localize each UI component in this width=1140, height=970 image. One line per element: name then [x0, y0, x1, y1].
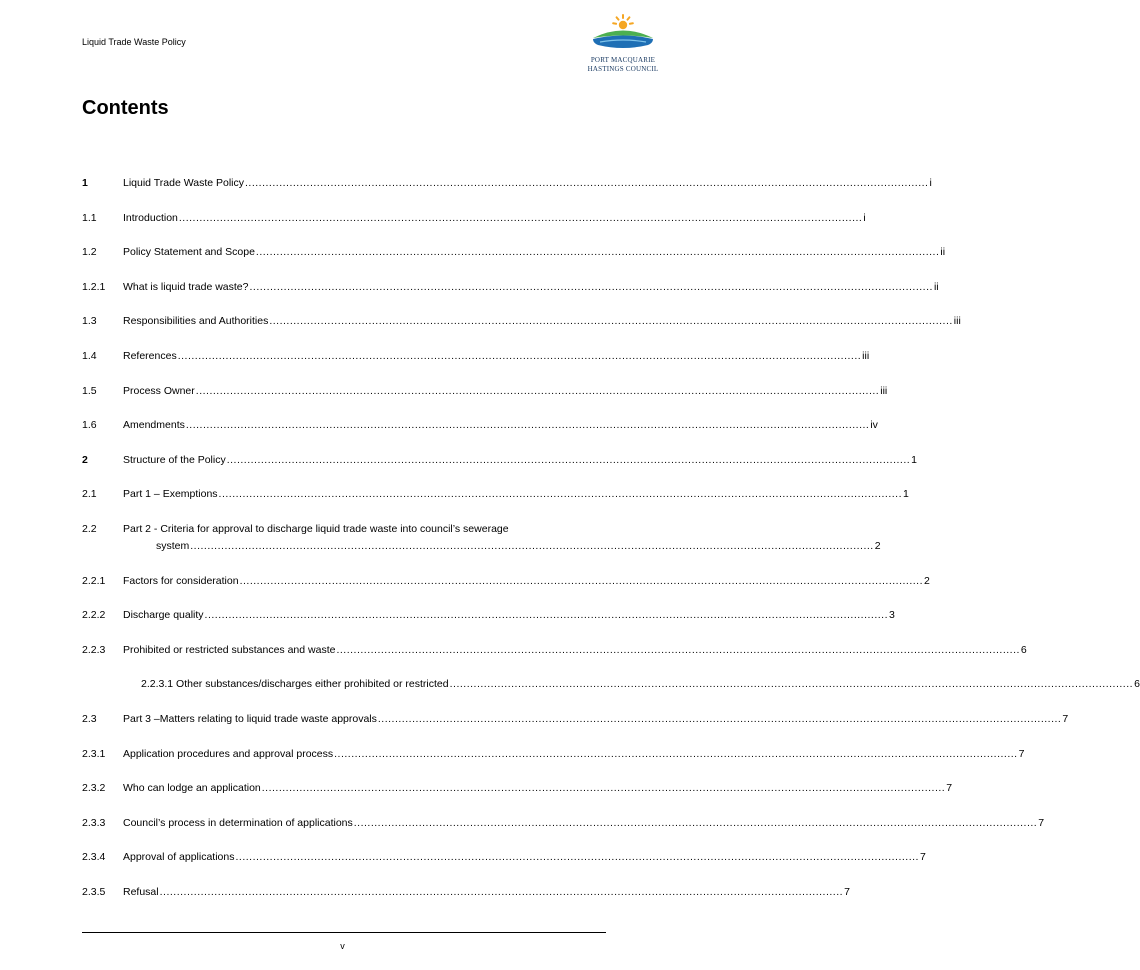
- toc-page: 6: [1020, 643, 1027, 656]
- toc-page: iii: [862, 349, 870, 362]
- toc-page: 7: [1018, 747, 1025, 760]
- toc-leader: [190, 539, 873, 553]
- toc-entry[interactable]: [82, 850, 926, 864]
- toc-entry[interactable]: [82, 211, 866, 225]
- toc-page: iii: [953, 315, 961, 328]
- toc-page: 7: [844, 885, 850, 898]
- toc-title: Who can lodge an application: [123, 782, 261, 795]
- toc-title: Other substances/discharges either prohibited or restricted: [176, 678, 449, 691]
- toc-title: Part 1 – Exemptions: [123, 488, 218, 501]
- toc-title: Part 3 –Matters relating to liquid trade waste approvals: [123, 712, 377, 725]
- toc-entry[interactable]: [82, 349, 870, 363]
- toc-title: Discharge quality: [123, 609, 204, 622]
- toc-number: 1.2: [82, 246, 97, 259]
- logo-text-line1: PORT MACQUARIE: [590, 56, 656, 64]
- toc-entry[interactable]: [82, 781, 953, 795]
- toc-entry[interactable]: [82, 816, 1045, 830]
- toc-leader: [354, 816, 1037, 830]
- toc-title: Council’s process in determination of applications: [123, 816, 353, 829]
- toc-title: Structure of the Policy: [123, 453, 226, 466]
- toc-entry[interactable]: [82, 314, 961, 328]
- toc-leader: [219, 487, 902, 501]
- toc-entry[interactable]: [82, 885, 850, 899]
- toc-number: 1.1: [82, 211, 97, 224]
- toc-page: 2: [924, 574, 930, 587]
- toc-leader: [240, 574, 923, 588]
- footer-rule: [82, 932, 606, 933]
- toc-number: 1.2.1: [82, 280, 106, 293]
- toc-number: 2.2.2: [82, 609, 106, 622]
- toc-entry[interactable]: [82, 176, 932, 190]
- toc-title: Factors for consideration: [123, 574, 239, 587]
- toc-leader: [256, 245, 939, 259]
- toc-title: Process Owner: [123, 384, 195, 397]
- toc-leader: [378, 712, 1061, 726]
- page-title: Contents: [82, 97, 169, 119]
- toc-number: 2.2.1: [82, 574, 106, 587]
- toc-title: Refusal: [123, 885, 159, 898]
- toc-entry[interactable]: [82, 643, 1027, 657]
- toc-number: 1: [82, 177, 88, 189]
- logo-text-line2: HASTINGS COUNCIL: [587, 65, 659, 73]
- toc-entry[interactable]: [82, 712, 1069, 726]
- toc-page: ii: [940, 246, 946, 259]
- toc-page: iv: [870, 419, 878, 432]
- toc-title: Amendments: [123, 419, 185, 432]
- toc-page: 7: [919, 851, 926, 864]
- toc-title: Policy Statement and Scope: [123, 246, 255, 259]
- toc-leader: [336, 643, 1019, 657]
- toc-entry[interactable]: [82, 574, 930, 588]
- toc-entry[interactable]: [82, 677, 1140, 691]
- toc-page: ii: [933, 280, 939, 293]
- toc-entry[interactable]: [82, 280, 939, 294]
- footer-page-number: v: [340, 941, 345, 951]
- toc-number: 2.3: [82, 712, 97, 725]
- toc-leader: [160, 885, 843, 899]
- toc-entry[interactable]: [82, 245, 946, 259]
- toc-title: Introduction: [123, 211, 178, 224]
- toc-page: i: [863, 211, 866, 224]
- toc-page: 2: [874, 539, 881, 552]
- toc-number: 2.3.2: [82, 782, 106, 795]
- toc-page: 1: [911, 453, 918, 466]
- toc-leader: [179, 211, 862, 225]
- toc-page: 6: [1134, 678, 1140, 691]
- toc-title: What is liquid trade waste?: [123, 280, 249, 293]
- toc-leader: [450, 677, 1133, 691]
- toc-entry[interactable]: [82, 487, 909, 501]
- toc-entry[interactable]: [82, 418, 878, 432]
- toc-entry[interactable]: [82, 608, 895, 622]
- toc-title: Approval of applications: [123, 851, 235, 864]
- toc-entry[interactable]: [82, 747, 1025, 761]
- toc-number: 1.6: [82, 419, 97, 432]
- toc-number: 2.3.5: [82, 885, 106, 898]
- toc-page: 7: [1038, 816, 1045, 829]
- toc-number: 2: [82, 453, 88, 466]
- toc-page: 3: [889, 609, 895, 622]
- toc-title: References: [123, 349, 177, 362]
- toc-title: Application procedures and approval process: [123, 747, 334, 760]
- toc-leader: [236, 850, 919, 864]
- toc-leader: [334, 747, 1017, 761]
- toc-leader: [205, 608, 888, 622]
- toc-title: Part 2 - Criteria for approval to discharge liquid trade waste into council’s sewerage: [123, 522, 509, 535]
- toc-leader: [186, 418, 869, 432]
- header-title: Liquid Trade Waste Policy: [82, 37, 186, 47]
- toc-number: 2.3.4: [82, 851, 106, 864]
- toc-title: Prohibited or restricted substances and waste: [123, 643, 336, 656]
- toc-leader: [262, 781, 945, 795]
- toc-number: 2.2: [82, 522, 97, 535]
- toc-page: iii: [880, 384, 888, 397]
- toc-title: Liquid Trade Waste Policy: [123, 177, 245, 189]
- toc-number: 2.2.3: [82, 643, 106, 656]
- table-of-contents: [82, 176, 1140, 919]
- toc-page: 7: [946, 782, 953, 795]
- toc-number: 2.3.3: [82, 816, 106, 829]
- toc-leader: [245, 176, 928, 190]
- toc-title: Responsibilities and Authorities: [123, 315, 269, 328]
- toc-entry[interactable]: [82, 453, 918, 467]
- toc-number: 1.5: [82, 384, 97, 397]
- council-logo-icon: [590, 13, 656, 53]
- toc-page: i: [929, 177, 932, 189]
- toc-leader: [178, 349, 861, 363]
- toc-page: 1: [903, 488, 909, 501]
- toc-number: 1.3: [82, 315, 97, 328]
- toc-leader: [196, 384, 879, 398]
- toc-title-continued: system: [156, 539, 190, 552]
- toc-leader: [249, 280, 932, 294]
- toc-leader: [269, 314, 952, 328]
- toc-leader: [227, 453, 910, 467]
- toc-number: 2.3.1: [82, 747, 106, 760]
- toc-number: 2.2.3.1: [141, 678, 174, 691]
- toc-number: 2.1: [82, 488, 97, 501]
- toc-entry[interactable]: [82, 522, 881, 553]
- toc-page: 7: [1062, 712, 1069, 725]
- council-logo: [578, 13, 668, 77]
- toc-entry[interactable]: [82, 384, 888, 398]
- toc-number: 1.4: [82, 349, 97, 362]
